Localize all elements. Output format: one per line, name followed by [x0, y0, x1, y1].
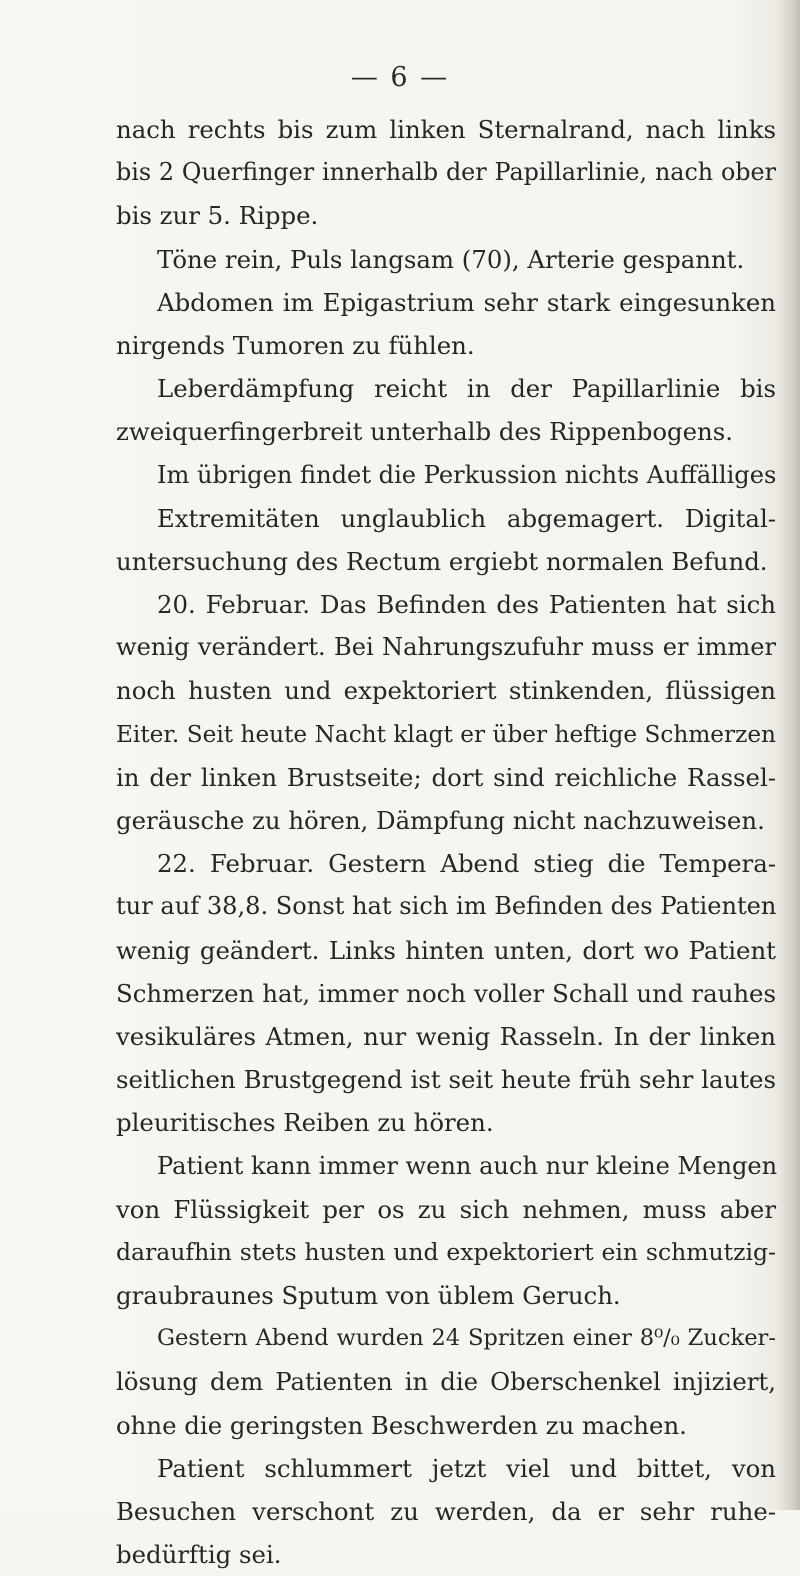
- text-line: zweiquerfingerbreit unterhalb des Rippenbogens.: [116, 417, 734, 447]
- text-line: geräusche zu hören, Dämpfung nicht nachzuweisen.: [116, 806, 765, 835]
- text-line: Patient schlummert jetzt viel und bittet, von: [157, 1453, 776, 1483]
- text-line: 20. Februar. Das Befinden des Patienten hat sich: [157, 590, 776, 620]
- text-line: Im übrigen findet die Perkussion nichts Auffälliges: [157, 460, 777, 489]
- text-line: vesikuläres Atmen, nur wenig Rasseln. In der linken: [116, 1021, 776, 1051]
- text-line: bedürftig sei.: [116, 1540, 282, 1570]
- text-line: in der linken Brustseite; dort sind reichliche Rassel-: [116, 762, 776, 792]
- text-line: Eiter. Seit heute Nacht klagt er über heftige Schmerzen: [116, 720, 776, 748]
- text-line: Schmerzen hat, immer noch voller Schall und rauhes: [116, 978, 776, 1008]
- text-line: von Flüssigkeit per os zu sich nehmen, muss aber: [116, 1194, 776, 1224]
- text-line: ohne die geringsten Beschwerden zu machen.: [116, 1410, 687, 1440]
- text-line: tur auf 38,8. Sonst hat sich im Befinden des Patienten: [116, 892, 777, 921]
- page-number: — 6 —: [350, 62, 450, 93]
- text-line: nirgends Tumoren zu fühlen.: [116, 330, 475, 360]
- text-line: pleuritisches Reiben zu hören.: [116, 1108, 494, 1138]
- text-line: noch husten und expektoriert stinkenden, flüssigen: [116, 676, 776, 706]
- text-line: Extremitäten unglaublich abgemagert. Digital-: [157, 503, 776, 533]
- page-edge-shadow: [778, 0, 800, 1510]
- text-line: seitlichen Brustgegend ist seit heute früh sehr lautes: [116, 1065, 776, 1095]
- text-line: Abdomen im Epigastrium sehr stark eingesunken: [157, 287, 776, 317]
- text-line: Patient kann immer wenn auch nur kleine Mengen: [157, 1151, 778, 1180]
- text-line: 22. Februar. Gestern Abend stieg die Tempera-: [157, 849, 776, 879]
- text-line: nach rechts bis zum linken Sternalrand, nach links: [116, 115, 776, 144]
- text-line: bis zur 5. Rippe.: [116, 201, 319, 231]
- text-line: Töne rein, Puls langsam (70), Arterie gespannt.: [157, 244, 745, 274]
- text-line: Gestern Abend wurden 24 Spritzen einer 8⁰/₀ Zucker-: [157, 1325, 776, 1352]
- text-line: Leberdämpfung reicht in der Papillarlinie bis: [157, 374, 776, 404]
- text-line: bis 2 Querfinger innerhalb der Papillarlinie, nach ober: [116, 158, 776, 187]
- text-line: wenig verändert. Bei Nahrungszufuhr muss er immer: [116, 633, 776, 662]
- body-text: [116, 108, 776, 1576]
- text-line: wenig geändert. Links hinten unten, dort wo Patient: [116, 935, 776, 965]
- text-line: Besuchen verschont zu werden, da er sehr ruhe-: [116, 1497, 776, 1526]
- text-line: daraufhin stets husten und expektoriert ein schmutzig-: [116, 1237, 776, 1266]
- text-line: lösung dem Patienten in die Oberschenkel injiziert,: [116, 1367, 776, 1397]
- text-line: untersuchung des Rectum ergiebt normalen Befund.: [116, 546, 768, 576]
- text-line: graubraunes Sputum von üblem Geruch.: [116, 1281, 621, 1311]
